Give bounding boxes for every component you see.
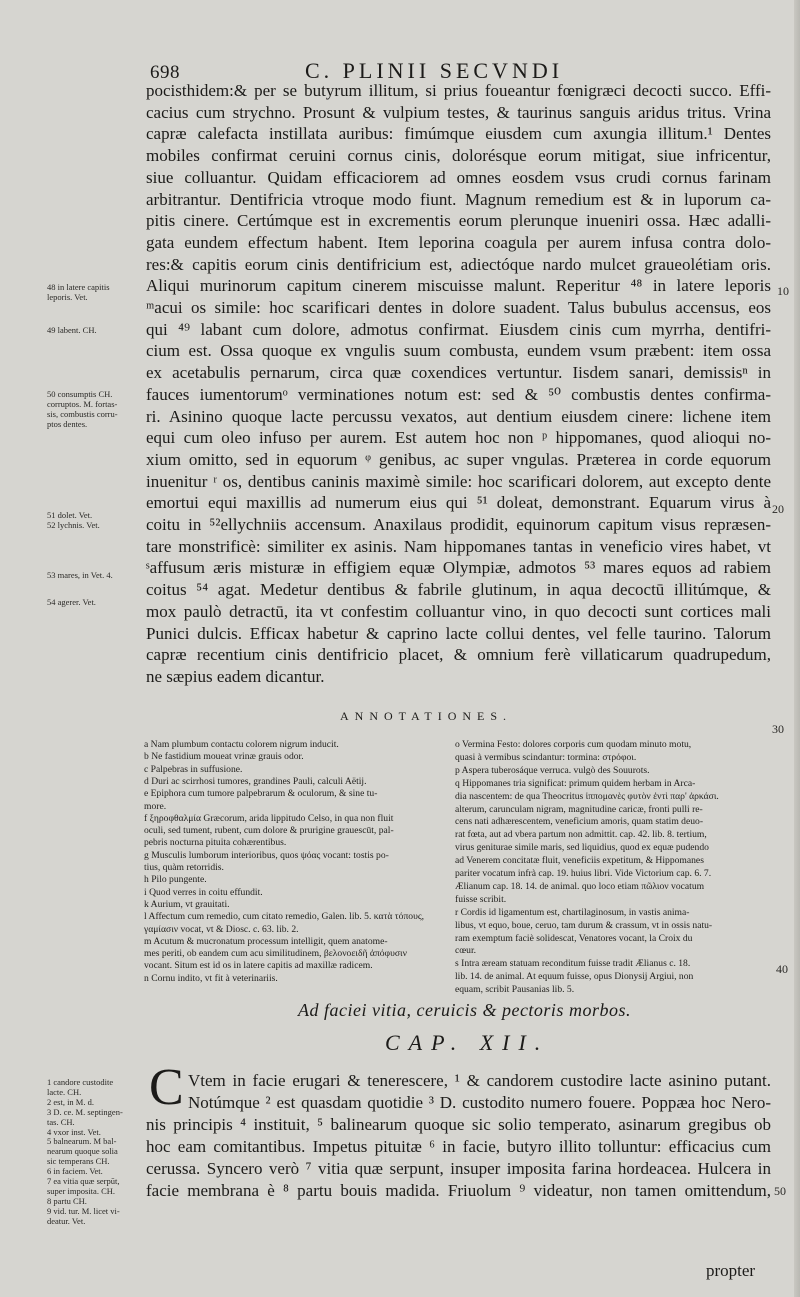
annotation-entry: libus, vt equo, boue, ceruo, tam durum & crassum, vt in ossis natu- <box>455 919 713 931</box>
annotation-entry: s Intra æream statuam reconditum fuisse tradit Ælianus c. 18. <box>455 958 691 970</box>
section-title: Ad faciei vitia, ceruicis & pectoris morbos. <box>298 1000 631 1020</box>
annotations-heading: ANNOTATIONES. <box>340 709 513 723</box>
margin-note: nearum quoque solia <box>47 1146 118 1157</box>
body-line: capræ calefacta instillata auribus: fimúmque eiusdem cum axungia illitum.¹ Dentes <box>146 124 771 144</box>
annotation-entry: Ælianum cap. 18. 14. de animal. quo loco etiam πῶλιον vocatum <box>455 880 705 892</box>
line-number: 40 <box>776 962 788 976</box>
body-line: equi cum oleo infuso per aurem. Est autem hoc non ᵖ hippomanes, quod alioqui no- <box>146 428 771 448</box>
margin-note: leporis. Vet. <box>47 292 88 302</box>
annotation-entry: rat fœta, aut ad vbera partum non admittit. cap. 42. lib. 8. tertium, <box>455 829 707 841</box>
line-number: 10 <box>777 284 789 298</box>
body-line: arbitrantur. Dentifricia vtroque modo fiunt. Magnum remedium est & in luporum ca- <box>146 189 771 209</box>
running-head: C. PLINII SECVNDI <box>305 58 564 83</box>
body-line: pitis cinere. Certúmque est in excrementis eorum plerunque inueniri ossa. Hæc adalli- <box>146 211 771 231</box>
body-line: cacius cum strychno. Prosunt & vulpium testes, & taurinus sanguis aridus tritus. Vrina <box>146 102 771 122</box>
body-line: coitu in ⁵²ellychniis accensum. Anaxilaus prodidit, equinorum capitum visus repræsen- <box>146 515 771 534</box>
body-line: tare monstrificè: similiter ex asinis. Nam hippomanes tantas in veneficio vires habet, vt <box>146 536 771 556</box>
annotation-entry: e Epiphora cum tumore palpebrarum & oculorum, & sine tu- <box>144 788 378 800</box>
annotation-entry: fuisse scribit. <box>455 893 507 905</box>
margin-note: 6 in faciem. Vet. <box>47 1166 103 1177</box>
margin-note: 9 vid. tur. M. licet vi- <box>47 1205 120 1216</box>
annotation-entry: g Musculis lumborum interioribus, quos ψόας vocant: tostis po- <box>144 849 389 861</box>
annotation-entry: c Palpebras in suffusione. <box>144 763 243 775</box>
body-line: qui ⁴⁹ labant cum dolore, admotus confirmat. Eiusdem cinis cum myrrha, dentifri- <box>146 319 771 339</box>
body-line: ri. Asinino quoque lacte percussu vexatos, aut dentium eiusdem cinere: lichene item <box>146 406 771 426</box>
annotation-entry: oculi, sed tument, rubent, cum dolore & prurigine grauescūt, pal- <box>144 825 394 837</box>
annotation-entry: cens nati adhærescentem, veneficium amoris, quam statim deuo- <box>455 816 704 828</box>
annotation-entry: cœur. <box>455 945 477 957</box>
margin-note: 54 agerer. Vet. <box>47 597 96 607</box>
margin-note: 52 lychnis. Vet. <box>47 520 100 530</box>
body-line: coitus ⁵⁴ agat. Medetur dentibus & fabrile glutinum, in aqua decoctū illitúmque, & <box>146 580 771 600</box>
body-line: capræ recentium cinis dentifricio placet, & omnium ferè villaticarum quadrupedum, <box>146 645 771 665</box>
annotation-entry: h Pilo pungente. <box>144 874 207 886</box>
chapter-line: hoc eam comitantibus. Impetus pituitæ ⁶ in facie, butyro illito tolluntur: efficacius cum <box>146 1137 771 1156</box>
margin-note: 1 candore custodite <box>47 1077 114 1087</box>
body-line: cium est. Ossa quoque ex vngulis suum combusta, eundem vsum præbent: item ossa <box>146 341 771 361</box>
annotation-entry: f ξηροφθαλμία Græcorum, arida lippitudo Celso, in qua non fluit <box>144 812 394 824</box>
line-number: 50 <box>774 1184 786 1198</box>
margin-note: sic temperans CH. <box>47 1156 110 1167</box>
annotation-entry: quasi à vermibus scindantur: tormina: στρόφοι. <box>455 751 637 763</box>
chapter-line: Notúmque ² est quasdam quotidie ³ D. custodito numero fouere. Poppæa hoc Nero- <box>188 1093 771 1112</box>
annotation-entry: b Ne fastidium moueat vrinæ grauis odor. <box>144 751 304 763</box>
margin-note: 4 vxor inst. Vet. <box>47 1126 101 1137</box>
body-line: mobiles confirmat ceruini cornus cinis, dolorésque eorum mitigat, siue infricentur, <box>146 146 771 166</box>
margin-note: lacte. CH. <box>47 1086 82 1097</box>
body-line: siue colluantur. Quidam efficaciorem ad omnes eosdem vsus crudi cornus farinam <box>146 167 771 187</box>
body-line: ex acetabulis pernarum, circa quæ coxendices vertuntur. Iisdem sanari, demissisⁿ in <box>146 363 771 383</box>
catchword: propter <box>706 1261 756 1280</box>
body-line: ˢaffusum æris misturæ in effigiem equæ Olympiæ, admotos ⁵³ mares equos ad rabiem <box>146 558 771 578</box>
annotation-entry: equam, scribit Pausanias lib. 5. <box>455 984 575 996</box>
annotation-entry: d Duri ac scirrhosi tumores, grandines Pauli, calculi Aëtij. <box>144 775 367 787</box>
annotation-entry: tius, quàm retorridis. <box>144 862 224 873</box>
margin-note: 51 dolet. Vet. <box>47 510 93 520</box>
chapter-dropcap: C <box>149 1059 184 1116</box>
page-edge <box>794 0 800 1297</box>
annotation-entry: pariter vocatum infrà cap. 19. huius libri. Vide Victorium cap. 6. 7. <box>455 868 712 879</box>
annotation-entry: lib. 14. de animal. At equum fuisse, opus Dionysij Argiui, non <box>455 971 694 983</box>
margin-note: 50 consumptis CH. <box>47 389 113 399</box>
body-line: fauces iumentorumᵒ verminationes notum est: sed & ⁵⁰ combustis dentes confirma- <box>146 384 771 404</box>
body-line: emortui equi maxillis ad numerum eius qui ⁵¹ doleat, demonstrant. Equarum virus à <box>146 493 771 513</box>
body-line: mox paulò detractū, ita vt confestim colluantur vino, in quo decocti sunt cortices mali <box>146 601 771 621</box>
chapter-line: Vtem in facie erugari & tenerescere, ¹ & candorem custodire lacte asinino putant. <box>188 1071 771 1090</box>
annotation-entry: pebris nocturna pituita cohærentibus. <box>144 837 287 849</box>
annotation-entry: γαμίασιν vocat, vt & Diosc. c. 63. lib. 2. <box>144 923 299 935</box>
annotation-entry: n Cornu indito, vt fit à veterinariis. <box>144 972 278 984</box>
body-line: ne sæpius eadem dicantur. <box>146 666 325 686</box>
margin-note: super imposita. CH. <box>47 1185 115 1196</box>
annotation-entry: more. <box>144 800 167 812</box>
annotation-entry: l Affectum cum remedio, cum citato remedio, Galen. lib. 5. κατὰ τόπους, <box>144 911 425 923</box>
annotation-entry: a Nam plumbum contactu colorem nigrum inducit. <box>144 739 339 750</box>
body-line: Aliqui murinorum capitum cinerem miscuisse malunt. Reperitur ⁴⁸ in latere leporis <box>146 276 771 296</box>
chapter-line: facie membrana è ⁸ partu bouis madida. Friuolum ⁹ videatur, non tamen omittendum, <box>146 1181 771 1200</box>
margin-note: 49 labent. CH. <box>47 325 97 335</box>
body-line: pocisthidem:& per se butyrum illitum, si prius foueantur fœnigræci decocti succo. Effi- <box>146 81 771 100</box>
annotation-entry: o Vermina Festo: dolores corporis cum quodam minuto motu, <box>455 739 692 750</box>
line-number: 30 <box>772 722 784 736</box>
annotation-entry: r Cordis id ligamentum est, chartilaginosum, in vastis anima- <box>455 906 690 918</box>
body-line: inuenitur ʳ os, dentibus caninis maximè simile: hoc scarificari dolorem, aut exceptо dente <box>146 471 771 491</box>
margin-note: 2 est, in M. d. <box>47 1096 94 1107</box>
body-line: xium omitto, sed in equorum ᵠ genibus, ac super vngulas. Præterea in corde equorum <box>146 449 771 469</box>
annotation-entry: q Hippomanes tria significat: primum quidem herbam in Arca- <box>455 777 696 789</box>
annotation-entry: mes periti, ob eandem cum acu similitudinem, βελονοειδῆ ἀπόφυσιν <box>144 948 407 960</box>
line-number: 20 <box>772 502 784 516</box>
chapter-line: nis principis ⁴ instituit, ⁵ balinearum quoque sic solio temperato, asinarum gregibus ob <box>146 1115 771 1134</box>
body-line: Punici dulcis. Efficax habetur & caprino lacte collui dentes, vel felle taurino. Talorum <box>146 623 771 643</box>
annotation-entry: dia nascentem: de qua Theocritus ἱππομανὲς φυτὸν ἐντὶ παρ' ἀρκάσι. <box>455 790 719 802</box>
chapter-heading: CAP. XII. <box>385 1030 550 1055</box>
annotation-entry: i Quod verres in coitu effundit. <box>144 886 263 898</box>
margin-note: 48 in latere capitis <box>47 282 110 292</box>
annotation-entry: ram exemptum faciè solidescat, Venatores vocant, la Croix du <box>455 932 693 944</box>
margin-note: ptos dentes. <box>47 419 88 429</box>
margin-note: 5 balnearum. M bal- <box>47 1136 117 1147</box>
margin-note: deatur. Vet. <box>47 1215 86 1226</box>
annotation-entry: k Aurium, vt grauitati. <box>144 898 230 910</box>
margin-note: sis, combustis corru- <box>47 409 118 419</box>
annotation-entry: alterum, carunculam nigram, magnitudine caricæ, fronti pulli re- <box>455 803 703 815</box>
margin-note: 3 D. ce. M. septingen- <box>47 1106 123 1117</box>
page-number: 698 <box>150 62 180 83</box>
annotation-entry: virus geniturae simile maris, sed liquidius, quod ex equæ pudendo <box>455 842 709 854</box>
body-line: gata eundem effectum habent. Item leporina coagula per aurem infusa contra dolo- <box>146 232 771 252</box>
annotation-entry: ad Venerem concitatæ fluit, veneficiis expetitum, & Hippomanes <box>455 855 704 867</box>
margin-note: 7 ea vitia quæ serpūt, <box>47 1176 120 1186</box>
body-line: res:& capitis eorum cinis dentifricium est, adiectóque nardo mulcet graueolétiam oris. <box>146 254 771 274</box>
chapter-line: cerussa. Syncero verò ⁷ vitia quæ serpunt, insuper imposita farina hordeacea. Hulcera in <box>146 1159 771 1178</box>
margin-note: 8 partu CH. <box>47 1195 87 1206</box>
annotation-entry: m Acutum & mucronatum processum intelligit, quem anatome- <box>144 935 388 947</box>
annotation-entry: p Aspera tuberosáque verruca. vulgò des Souurots. <box>455 764 650 776</box>
annotation-entry: vocant. Situm est id os in latere capitis ad maxillæ radicem. <box>144 960 373 972</box>
margin-note: corruptos. M. fortas- <box>47 399 118 409</box>
margin-note: tas. CH. <box>47 1116 75 1127</box>
body-line: ᵐacui os simile: hoc scarificari dentes in dolore suadent. Talus bubulus accensus, eos <box>146 298 771 317</box>
margin-note: 53 mares, in Vet. 4. <box>47 570 113 580</box>
